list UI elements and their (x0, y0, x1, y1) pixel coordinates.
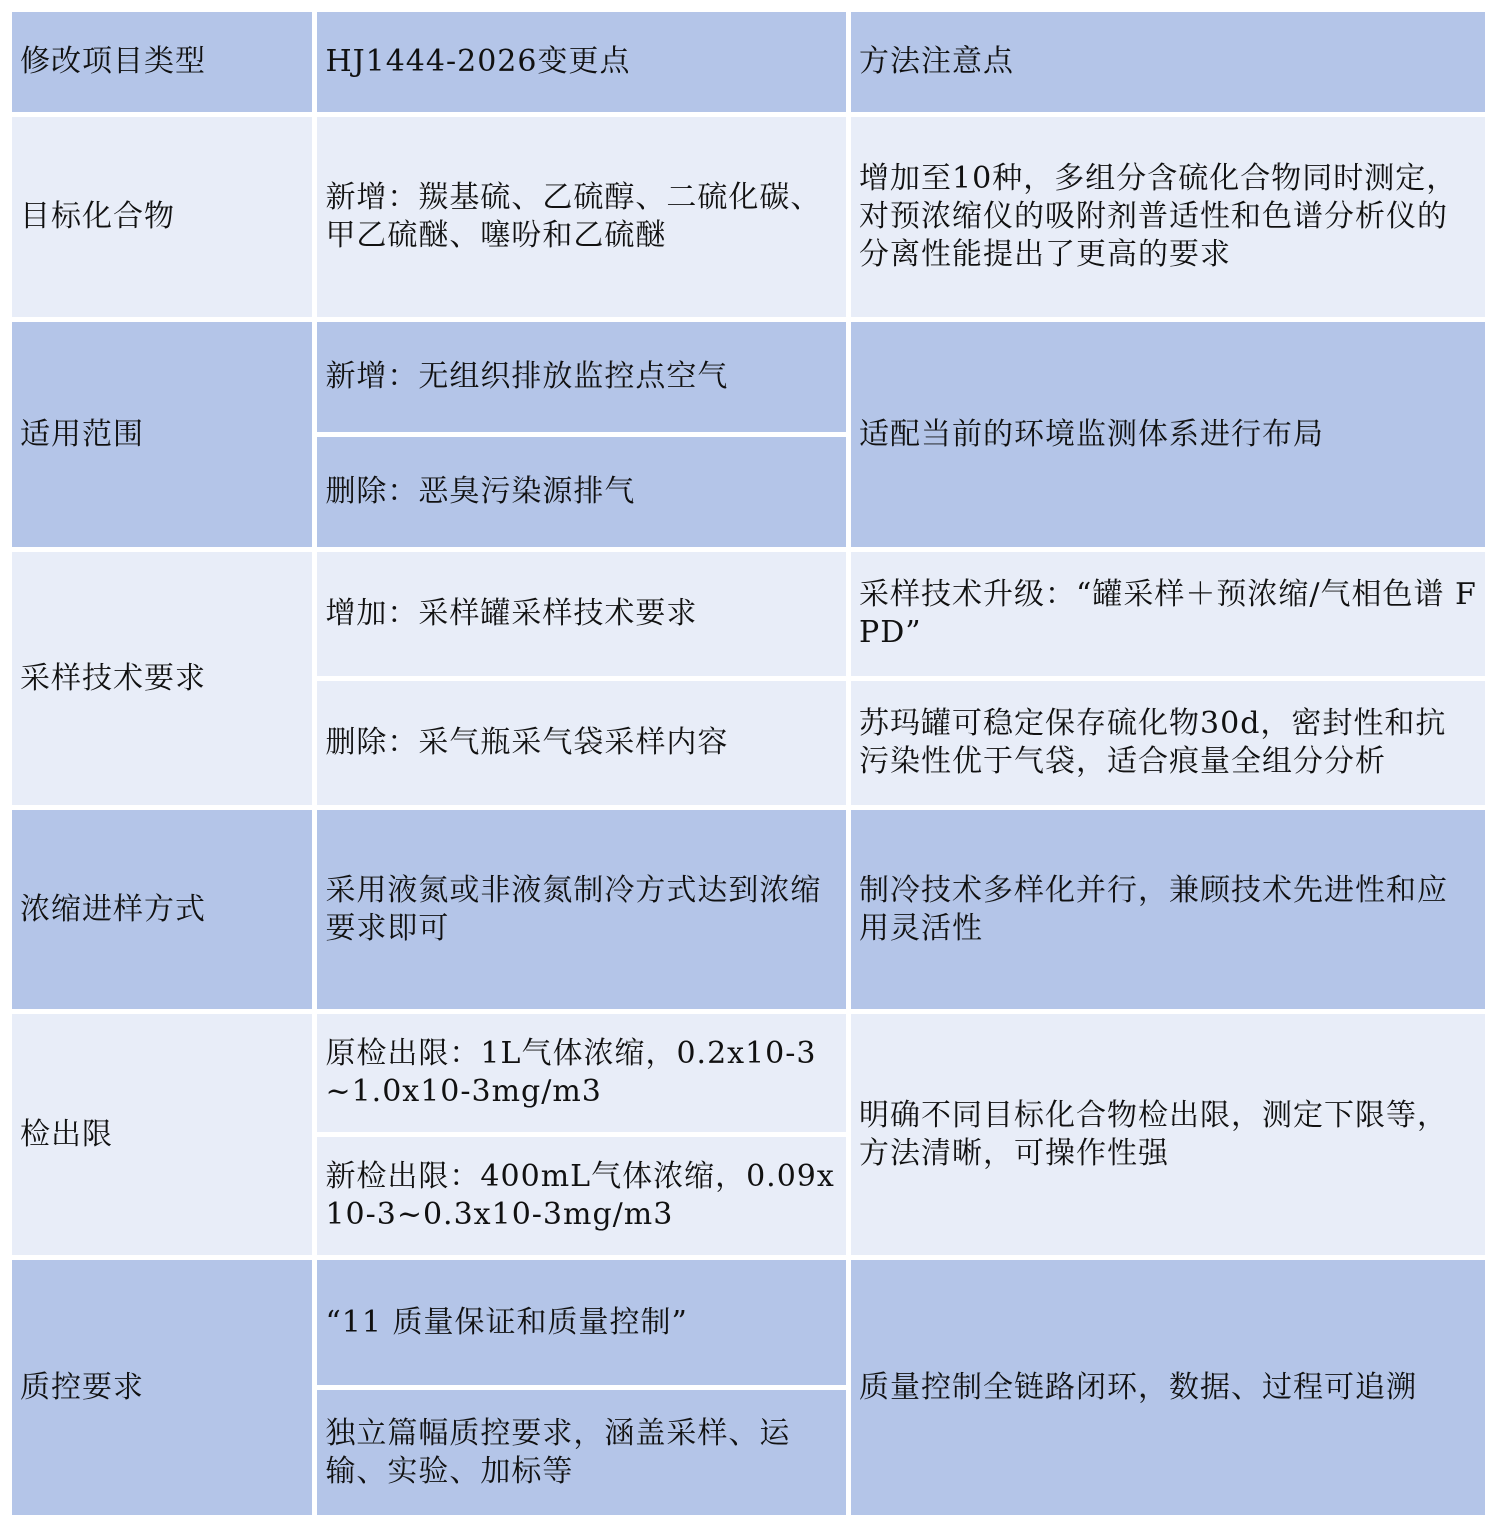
change-cell: 增加：采样罐采样技术要求 (317, 552, 846, 676)
header-cell-type: 修改项目类型 (12, 12, 312, 112)
comparison-table-container (12, 12, 1485, 1518)
header-cell-change: HJ1444-2026变更点 (317, 12, 846, 112)
type-cell: 浓缩进样方式 (12, 810, 312, 1009)
header-row (12, 12, 1485, 112)
note-cell: 适配当前的环境监测体系进行布局 (851, 322, 1485, 547)
change-cell: 采用液氮或非液氮制冷方式达到浓缩要求即可 (317, 810, 846, 1009)
table-row (12, 552, 1485, 676)
note-cell: 明确不同目标化合物检出限，测定下限等，方法清晰，可操作性强 (851, 1014, 1485, 1255)
type-cell: 适用范围 (12, 322, 312, 547)
change-cell: 新增：无组织排放监控点空气 (317, 322, 846, 432)
table-row (12, 117, 1485, 317)
change-cell: “11 质量保证和质量控制” (317, 1260, 846, 1385)
table-row (12, 322, 1485, 432)
note-cell: 采样技术升级：“罐采样＋预浓缩/气相色谱 FPD” (851, 552, 1485, 676)
note-cell: 质量控制全链路闭环，数据、过程可追溯 (851, 1260, 1485, 1515)
comparison-table (7, 7, 1490, 1520)
table-row (12, 1014, 1485, 1132)
note-cell: 苏玛罐可稳定保存硫化物30d，密封性和抗污染性优于气袋，适合痕量全组分分析 (851, 681, 1485, 805)
type-cell: 目标化合物 (12, 117, 312, 317)
note-cell: 增加至10种，多组分含硫化合物同时测定，对预浓缩仪的吸附剂普适性和色谱分析仪的分离性能提出了更高的要求 (851, 117, 1485, 317)
table-row (12, 1260, 1485, 1385)
type-cell: 采样技术要求 (12, 552, 312, 805)
table-row (12, 810, 1485, 1009)
type-cell: 质控要求 (12, 1260, 312, 1515)
change-cell: 原检出限：1L气体浓缩，0.2x10-3~1.0x10-3mg/m3 (317, 1014, 846, 1132)
type-cell: 检出限 (12, 1014, 312, 1255)
change-cell: 删除：恶臭污染源排气 (317, 437, 846, 547)
note-cell: 制冷技术多样化并行，兼顾技术先进性和应用灵活性 (851, 810, 1485, 1009)
change-cell: 删除：采气瓶采气袋采样内容 (317, 681, 846, 805)
header-cell-note: 方法注意点 (851, 12, 1485, 112)
change-cell: 新增：羰基硫、乙硫醇、二硫化碳、甲乙硫醚、噻吩和乙硫醚 (317, 117, 846, 317)
change-cell: 独立篇幅质控要求，涵盖采样、运输、实验、加标等 (317, 1390, 846, 1515)
change-cell: 新检出限：400mL气体浓缩，0.09x10-3~0.3x10-3mg/m3 (317, 1137, 846, 1255)
